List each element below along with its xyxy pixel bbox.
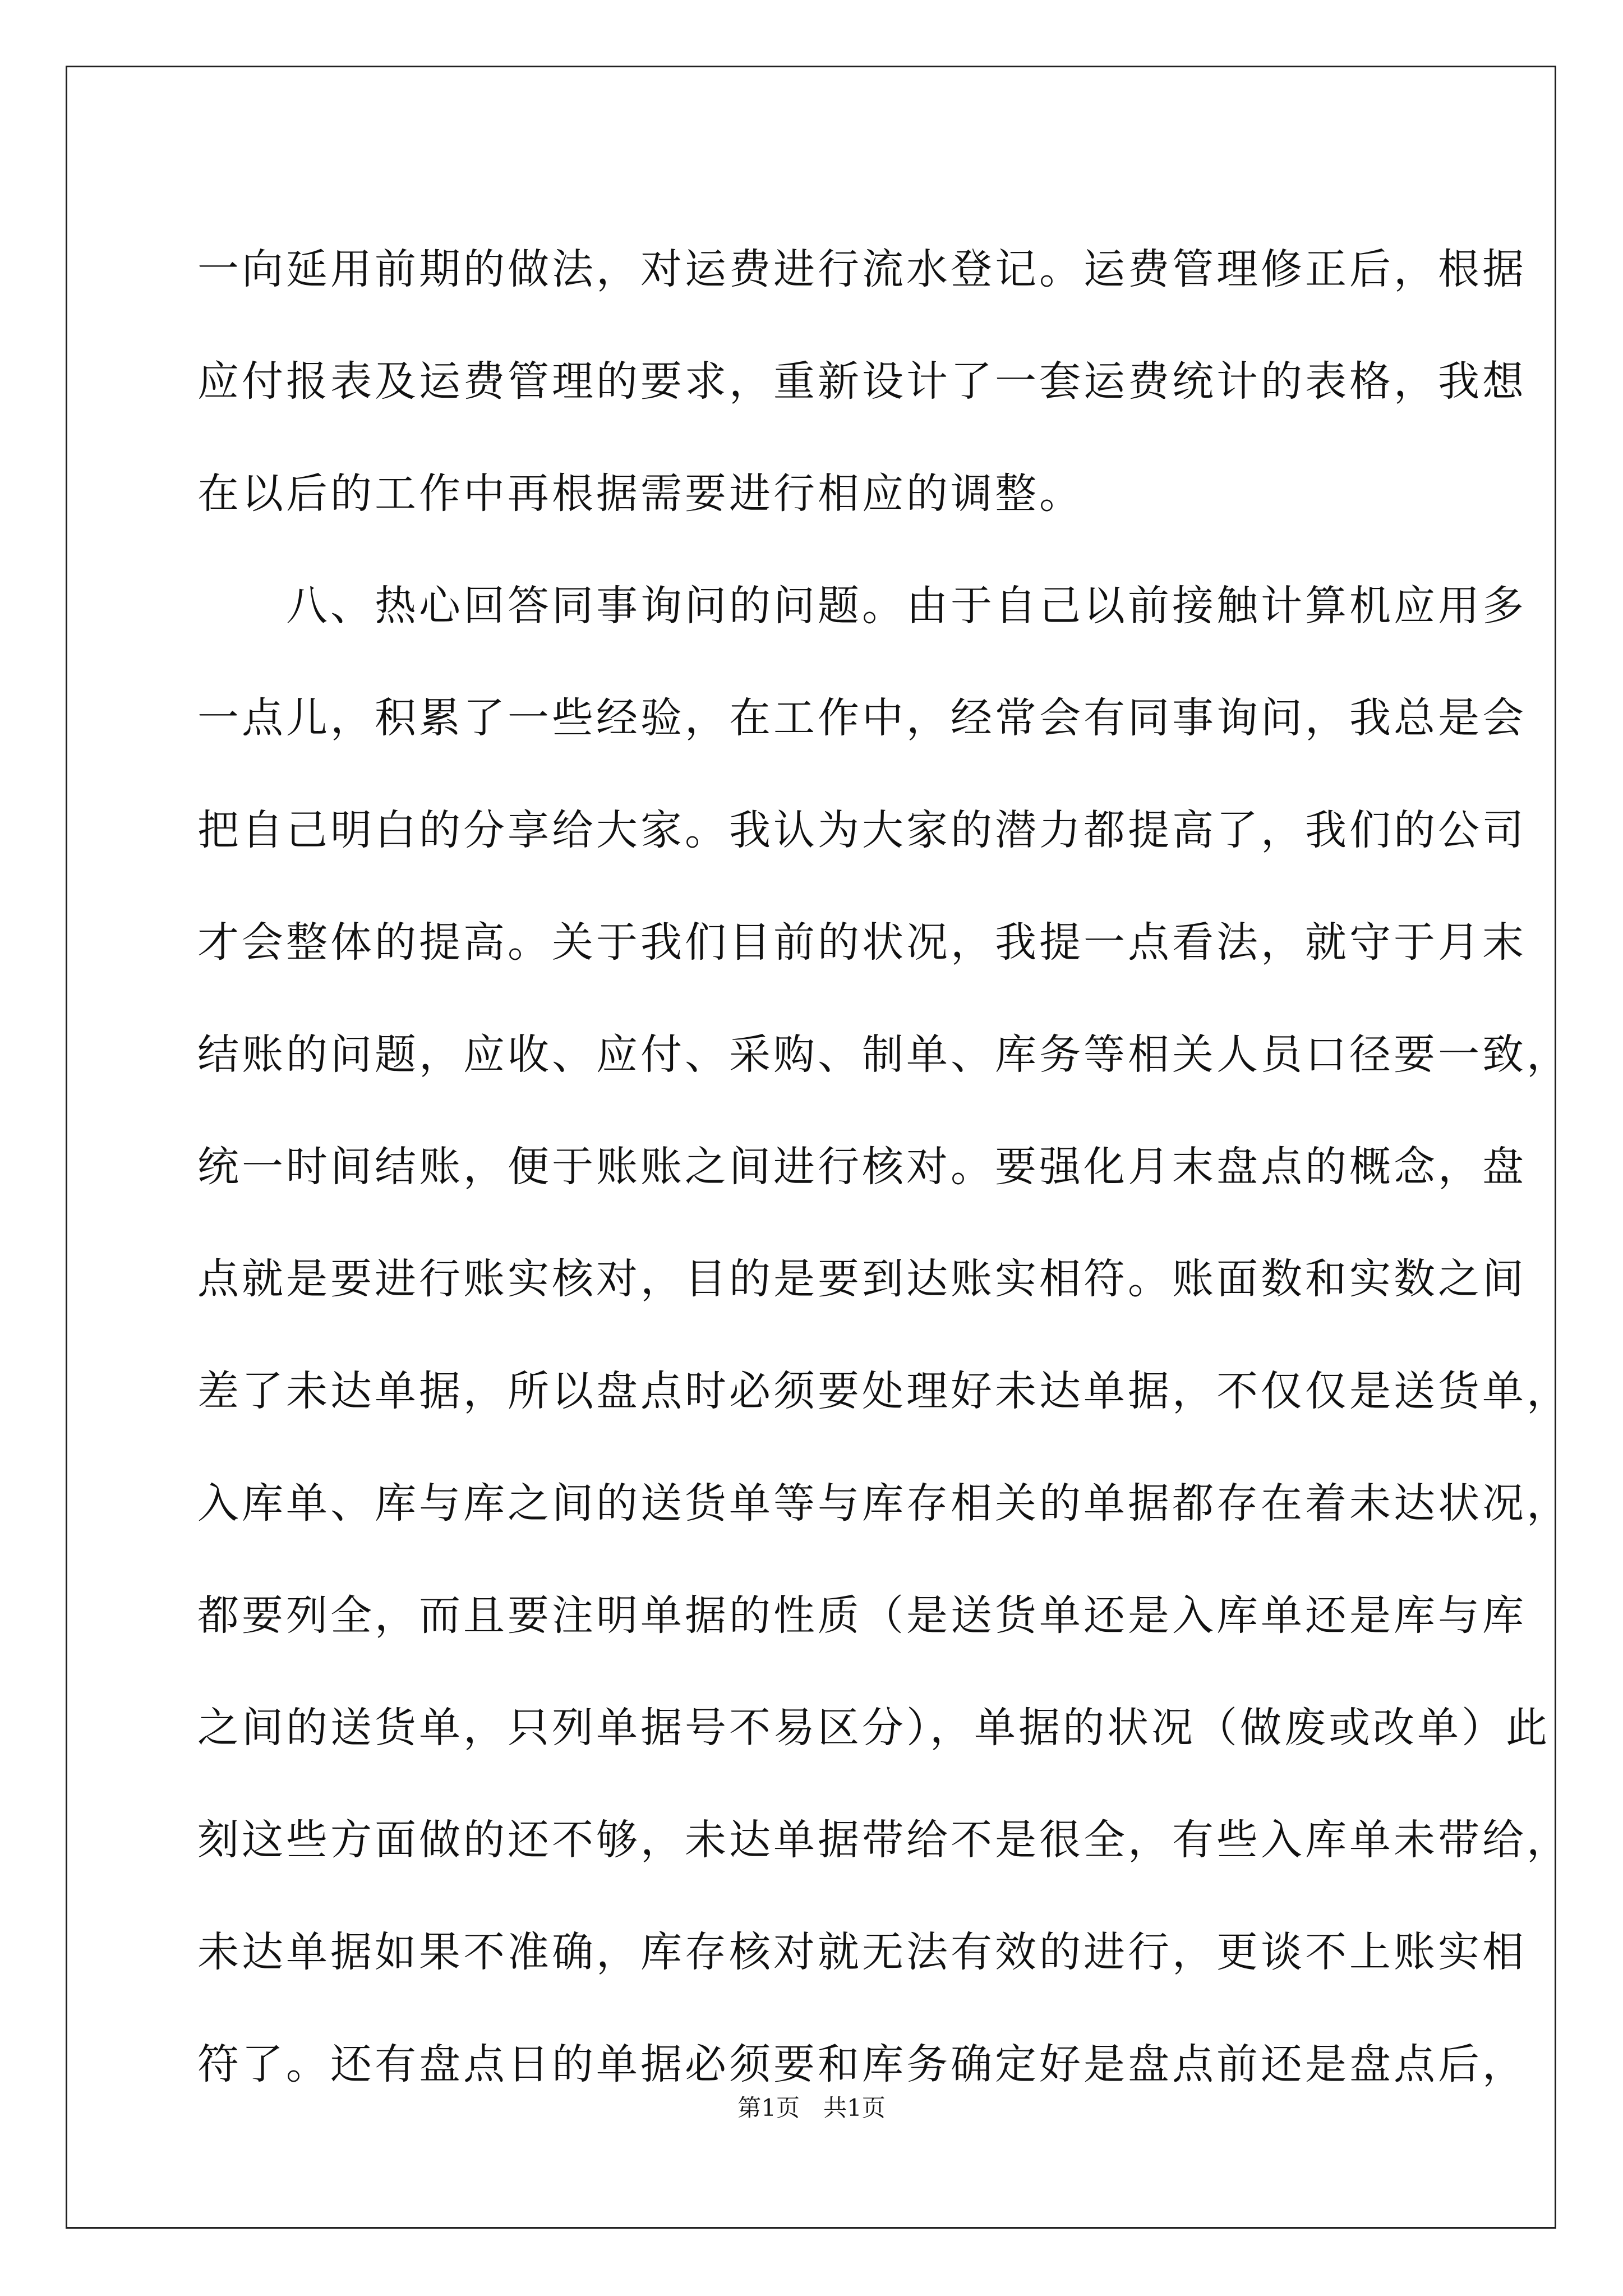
text-line: 符了。还有盘点日的单据必须要和库务确定好是盘点前还是盘点后， <box>197 2040 1527 2088</box>
text-line: 把自己明白的分享给大家。我认为大家的潜力都提高了，我们的公司 <box>197 806 1527 854</box>
text-line: 都要列全，而且要注明单据的性质（是送货单还是入库单还是库与库 <box>197 1591 1527 1640</box>
text-line: 未达单据如果不准确，库存核对就无法有效的进行，更谈不上账实相 <box>197 1928 1527 1976</box>
text-line: 点就是要进行账实核对，目的是要到达账实相符。账面数和实数之间 <box>197 1255 1527 1303</box>
document-body <box>197 213 1571 2120</box>
text-line: 入库单、库与库之间的送货单等与库存相关的单据都存在着未达状况， <box>197 1479 1571 1527</box>
text-line: 之间的送货单，只列单据号不易区分），单据的状况（做废或改单）此 <box>197 1704 1550 1752</box>
text-line: 一点儿，积累了一些经验，在工作中，经常会有同事询问，我总是会 <box>197 694 1527 742</box>
page-footer: 第1页 共1页 <box>737 2094 886 2122</box>
text-line: 在以后的工作中再根据需要进行相应的调整。 <box>197 470 1083 518</box>
text-line: 才会整体的提高。关于我们目前的状况，我提一点看法，就守于月末 <box>197 918 1527 967</box>
text-line: 刻这些方面做的还不够，未达单据带给不是很全，有些入库单未带给， <box>197 1816 1571 1864</box>
text-line: 统一时间结账，便于账账之间进行核对。要强化月末盘点的概念，盘 <box>197 1143 1527 1191</box>
text-line: 结账的问题，应收、应付、采购、制单、库务等相关人员口径要一致， <box>197 1030 1571 1079</box>
text-line: 一向延用前期的做法，对运费进行流水登记。运费管理修正后，根据 <box>197 245 1527 293</box>
text-line: 差了未达单据，所以盘点时必须要处理好未达单据，不仅仅是送货单， <box>197 1367 1571 1415</box>
text-line: 应付报表及运费管理的要求，重新设计了一套运费统计的表格，我想 <box>197 357 1527 406</box>
text-line: 八、热心回答同事询问的问题。由于自己以前接触计算机应用多 <box>197 582 1527 630</box>
